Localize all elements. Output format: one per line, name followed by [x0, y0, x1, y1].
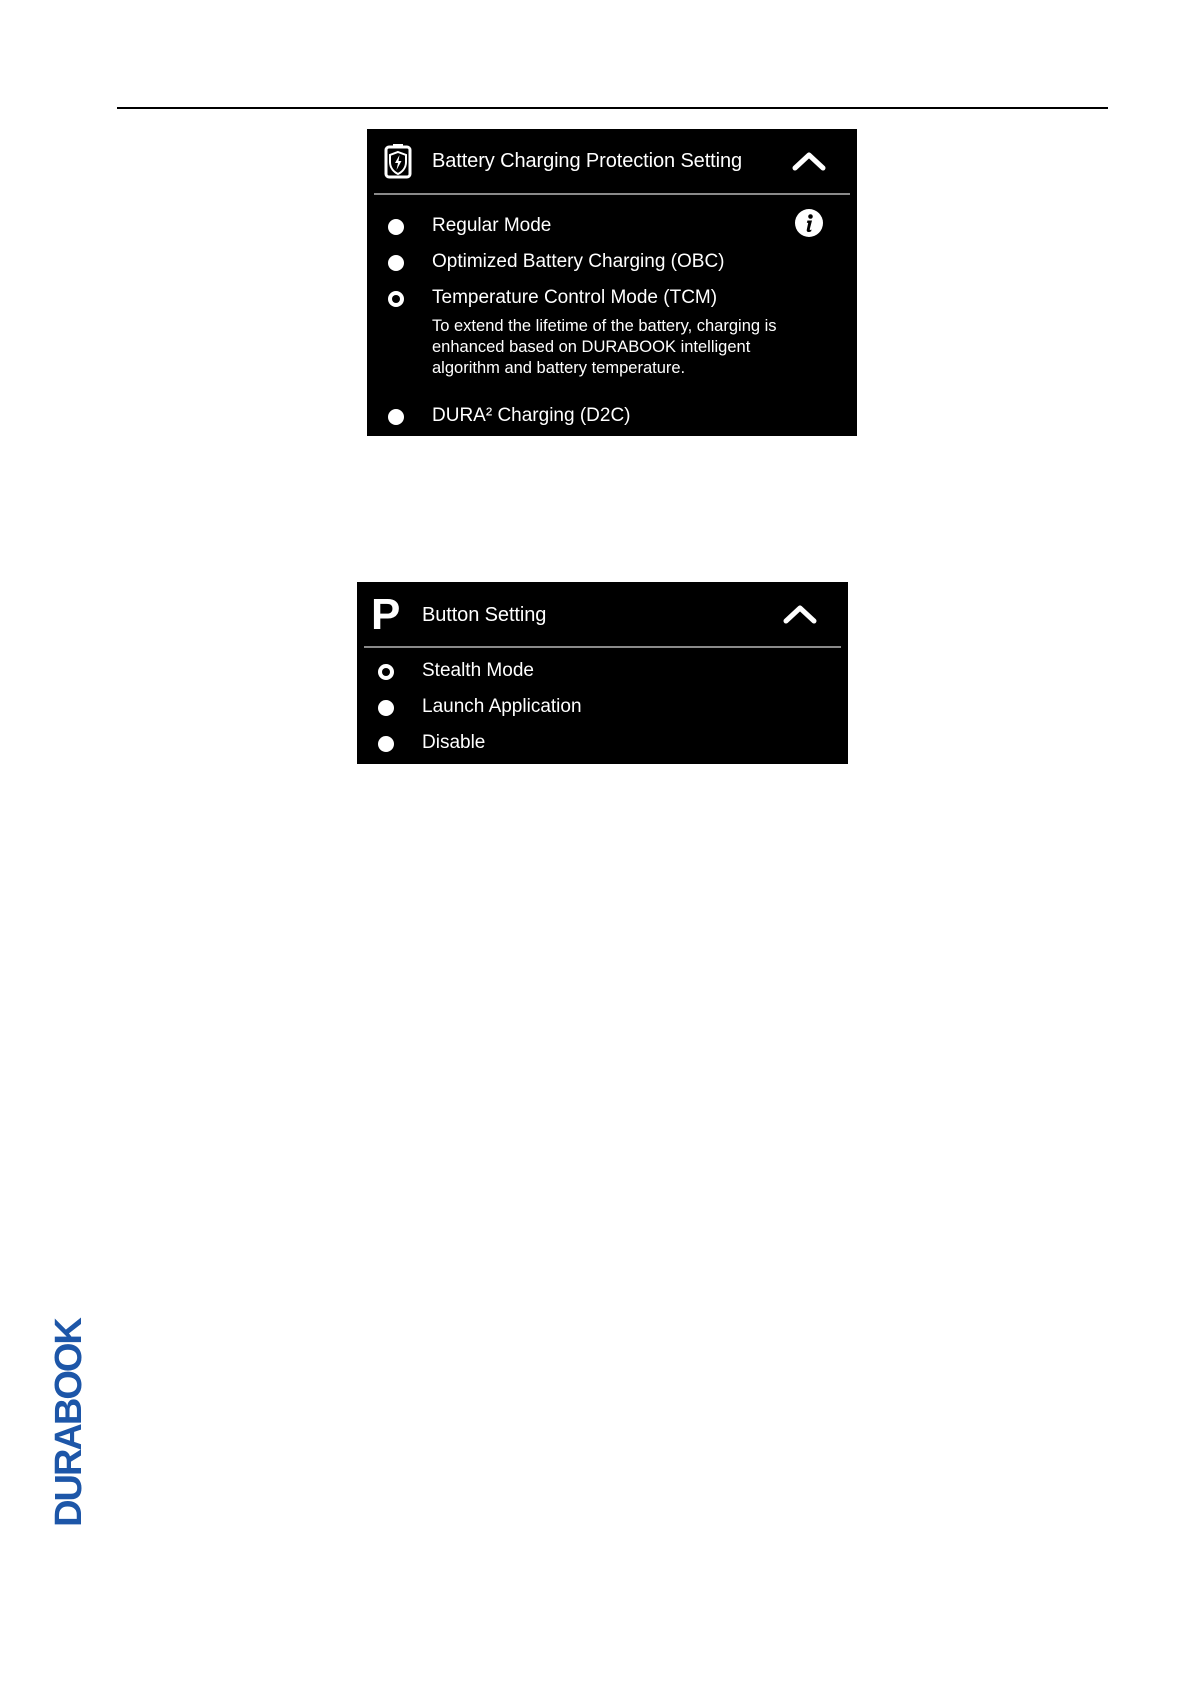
radio-option-disable[interactable]	[357, 728, 848, 758]
radio-option-obc[interactable]	[367, 247, 857, 277]
logo-text: DURABOOK	[48, 1319, 90, 1527]
option-label: Disable	[422, 732, 486, 753]
radio-option-d2c[interactable]	[367, 401, 857, 431]
battery-panel-header[interactable]	[367, 129, 857, 194]
option-label: Temperature Control Mode (TCM)	[432, 287, 718, 308]
tcm-description: To extend the lifetime of the battery, charging is enhanced based on DURABOOK intelligent algorithm and battery temperature.	[432, 317, 777, 377]
button-setting-panel	[357, 582, 848, 764]
button-panel-title: Button Setting	[422, 604, 547, 626]
battery-shield-icon	[383, 143, 413, 179]
radio-button[interactable]	[388, 409, 404, 425]
durabook-logo	[48, 1318, 90, 1528]
radio-button[interactable]	[378, 736, 394, 752]
chevron-up-icon[interactable]	[791, 149, 827, 173]
option-label: Regular Mode	[432, 215, 552, 236]
button-panel-divider	[364, 646, 841, 648]
page-header-rule	[117, 107, 1108, 109]
radio-button[interactable]	[388, 219, 404, 235]
chevron-up-icon[interactable]	[782, 602, 818, 626]
option-label: Stealth Mode	[422, 660, 534, 681]
battery-panel-divider	[374, 193, 850, 195]
radio-option-regular-mode[interactable]	[367, 211, 857, 241]
radio-button[interactable]	[378, 700, 394, 716]
option-label: Launch Application	[422, 696, 582, 717]
radio-option-launch-application[interactable]	[357, 692, 848, 722]
option-label: Optimized Battery Charging (OBC)	[432, 251, 725, 272]
radio-option-stealth-mode[interactable]	[357, 656, 848, 686]
battery-panel-title: Battery Charging Protection Setting	[432, 150, 743, 172]
radio-option-tcm[interactable]	[367, 283, 857, 313]
button-panel-header[interactable]	[357, 582, 848, 647]
battery-charging-protection-panel	[367, 129, 857, 436]
radio-button[interactable]	[388, 255, 404, 271]
p-button-icon: P	[371, 590, 401, 639]
option-label: DURA² Charging (D2C)	[432, 405, 631, 426]
radio-button-selected[interactable]	[378, 664, 394, 680]
radio-button-selected[interactable]	[388, 291, 404, 307]
